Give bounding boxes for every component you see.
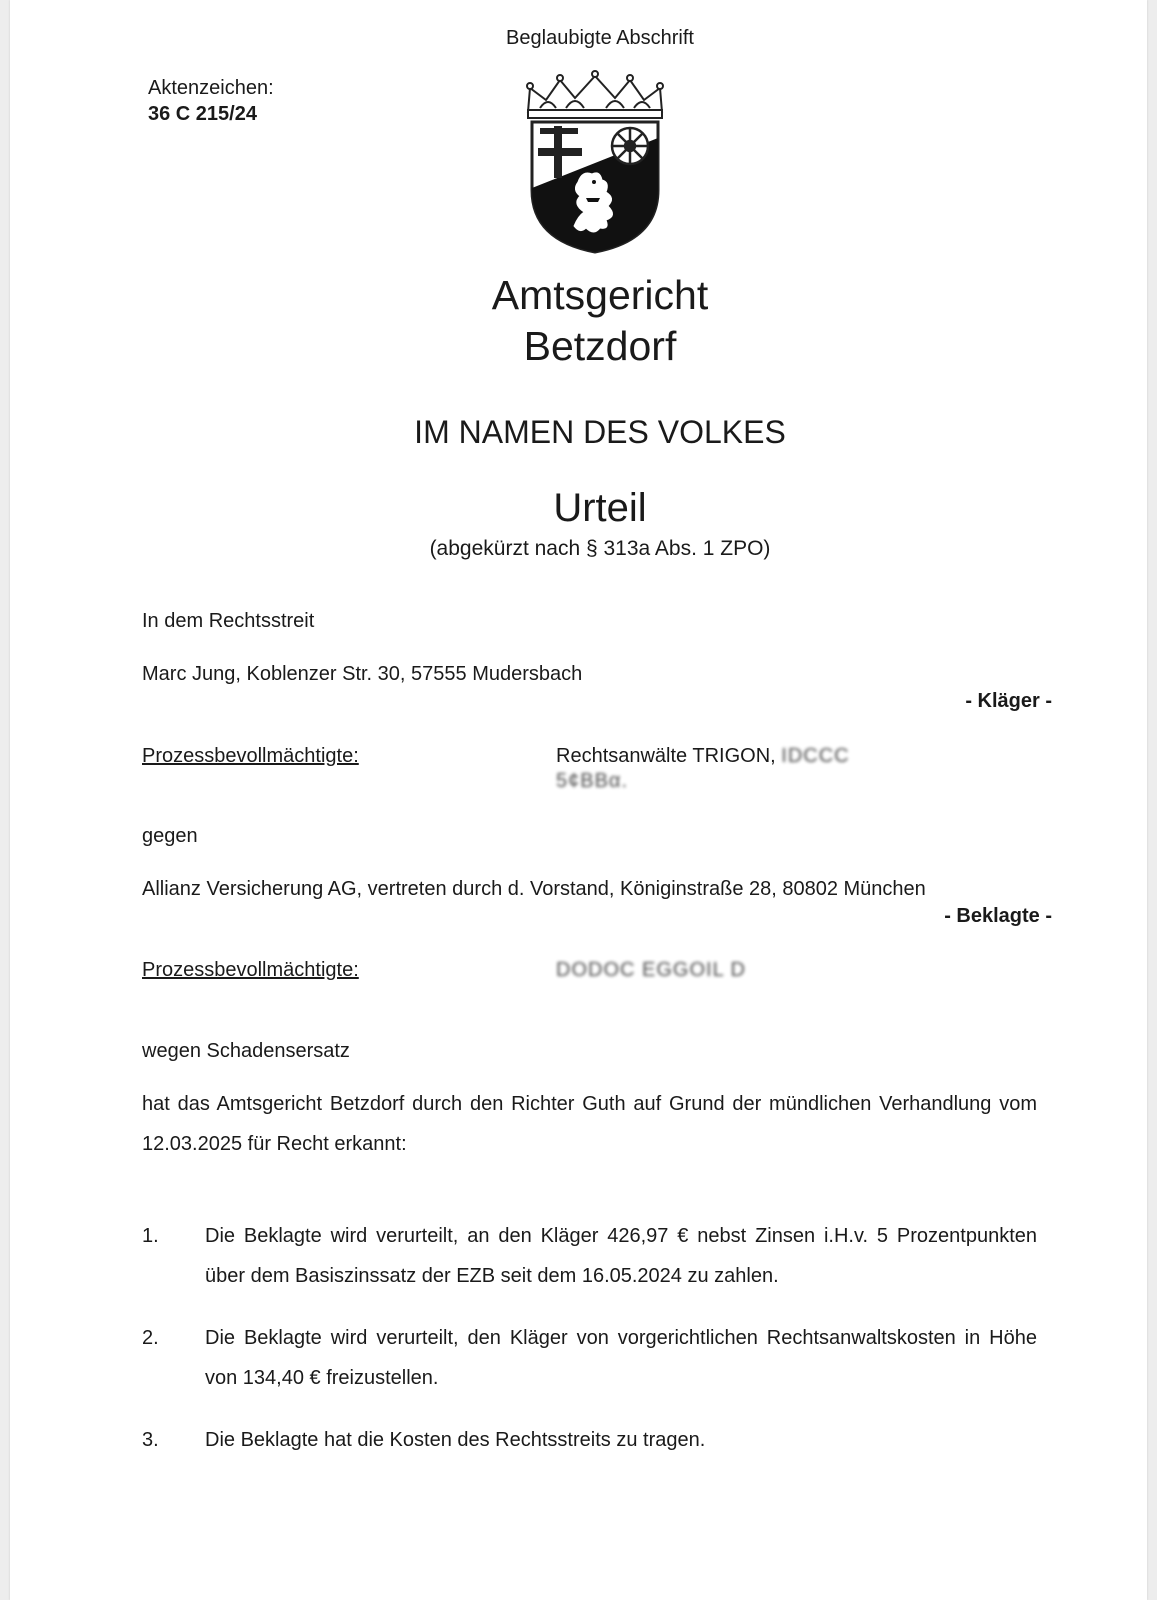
plaintiff-counsel-name: Rechtsanwälte TRIGON, — [556, 745, 776, 767]
judgment-subtitle: (abgekürzt nach § 313a Abs. 1 ZPO) — [429, 537, 771, 560]
plaintiff-role: - Kläger - — [965, 690, 1052, 712]
file-number-label: Aktenzeichen: — [148, 77, 274, 99]
ruling-item-number: 1. — [142, 1225, 159, 1247]
coat-of-arms-icon — [520, 70, 670, 254]
plaintiff-name: Marc Jung, Koblenzer Str. 30, 57555 Mudersbach — [142, 663, 583, 685]
matter: wegen Schadensersatz — [142, 1040, 350, 1062]
redacted-text: DODOC EGGOIL D — [556, 959, 746, 981]
certified-copy-header: Beglaubigte Abschrift — [506, 27, 694, 49]
defendant-counsel-label: Prozessbevollmächtigte: — [142, 959, 359, 981]
against-label: gegen — [142, 825, 198, 847]
redacted-text: IDCCC — [781, 745, 850, 767]
case-intro: In dem Rechtsstreit — [142, 610, 315, 632]
court-name — [10, 270, 1157, 372]
ruling-item-text: Die Beklagte wird verurteilt, den Kläger von vorgerichtlichen Rechtsanwaltskosten in Höhe von 134,40 € freizustellen. — [205, 1327, 1037, 1389]
ruling-item-number: 3. — [142, 1429, 159, 1451]
court-location: Betzdorf — [523, 323, 677, 369]
document-page — [10, 0, 1147, 1600]
plaintiff-counsel-label: Prozessbevollmächtigte: — [142, 745, 359, 767]
ruling-item-text: Die Beklagte wird verurteilt, an den Kläger 426,97 € nebst Zinsen i.H.v. 5 Prozentpunkten über dem Basiszinssatz der EZB seit dem 16.05.2024 zu zahlen. — [205, 1225, 1037, 1287]
ruling-item-number: 2. — [142, 1327, 159, 1349]
ruling-item-text: Die Beklagte hat die Kosten des Rechtsstreits zu tragen. — [205, 1429, 706, 1451]
court-title: Amtsgericht — [491, 272, 709, 318]
plaintiff-counsel — [556, 745, 850, 768]
redacted-text: 5¢BBα. — [556, 770, 629, 792]
defendant-role: - Beklagte - — [944, 905, 1052, 927]
defendant-name: Allianz Versicherung AG, vertreten durch d. Vorstand, Königinstraße 28, 80802 München — [142, 878, 926, 900]
judgment-intro: hat das Amtsgericht Betzdorf durch den Richter Guth auf Grund der mündlichen Verhandlung vom 12.03.2025 für Recht erkannt: — [142, 1093, 1037, 1155]
file-number-value: 36 C 215/24 — [148, 103, 257, 125]
in-the-name-of-the-people: IM NAMEN DES VOLKES — [414, 414, 786, 450]
judgment-title: Urteil — [553, 486, 647, 530]
